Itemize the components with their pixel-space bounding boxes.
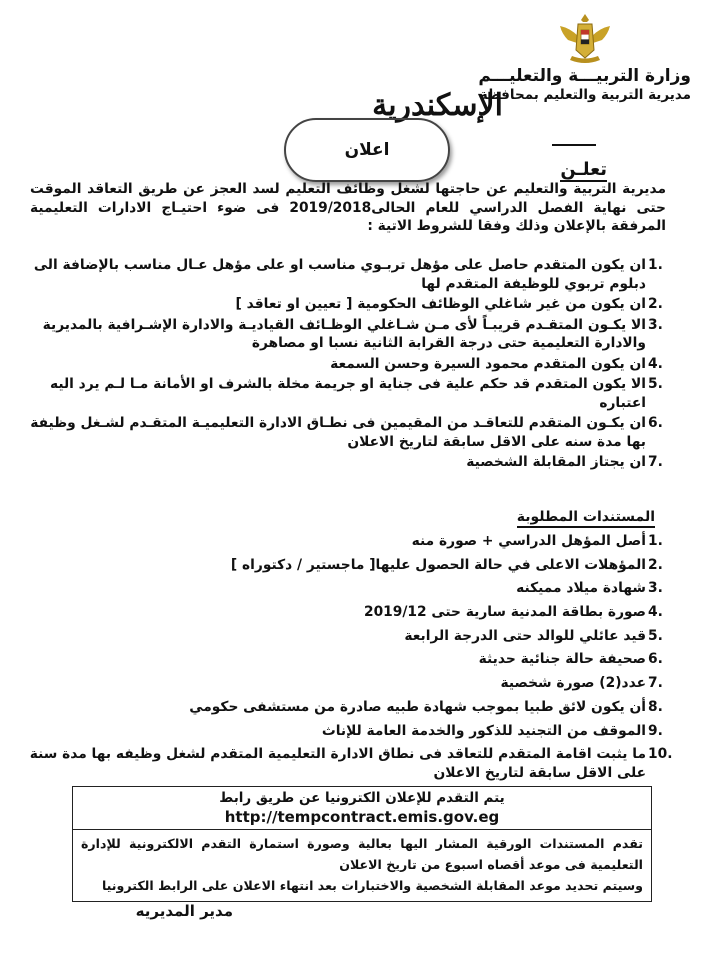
list-item bbox=[28, 722, 674, 741]
submission-note: تقدم المستندات الورقية المشار اليها بعالية وصورة استمارة التقدم الالكترونية للإدارة التعليمية فى موعد أقصاه اسبوع من تاريخ الاعلان bbox=[81, 836, 643, 872]
item-text: صورة بطاقة المدنية سارية حتى 2019/12 bbox=[363, 604, 646, 621]
item-text: ان يكون المتقدم حاصل على مؤهل تربـوي مناسب او على مؤهل عـال مناسب بالإضافة الى دبلوم تربوي للوظيفة المتقدم لها bbox=[33, 257, 646, 292]
list-item bbox=[28, 627, 674, 646]
header-divider bbox=[552, 144, 596, 146]
item-text: ان يكـون المتقدم للتعاقـد من المقيمين فى نطـاق الادارة التعليميـة المتقـدم لشـغل وظيفة بها مدة سنه على الاقل سابقة لتاريخ الاعلان bbox=[30, 415, 646, 450]
item-text: الا يكون المتقدم قد حكم علية فى جناية او جريمة مخلة بالشرف او الأمانة مـا لـم يرد اليه اعتباره bbox=[49, 376, 646, 411]
application-link-row bbox=[73, 787, 651, 830]
directorate-name: مديرية التربية والتعليم بمحافظة bbox=[479, 87, 691, 103]
announcement-label: اعلان bbox=[344, 140, 390, 160]
item-text: أصل المؤهل الدراسي + صورة منه bbox=[411, 533, 646, 549]
list-item bbox=[28, 414, 674, 451]
item-text: المؤهلات الاعلى في حالة الحصول عليها[ ماجستير / دكتوراه ] bbox=[230, 556, 646, 573]
list-item bbox=[28, 295, 674, 314]
item-text: ان يكون المتقدم محمود السيرة وحسن السمعة bbox=[330, 355, 646, 372]
egypt-eagle-emblem-icon bbox=[556, 10, 614, 68]
intro-paragraph: مديرية التربية والتعليم عن حاجتها لشغل وظائف التعليم لسد العجز عن طريق التعاقد الموقت حتى نهاية الفصل الدراسي للعام الحالى2019/2018 فى ضوء احتيـاج الادارات التعليمية المرفقة بالإعلان وذلك وفقا للشروط الاتية : bbox=[30, 181, 666, 234]
application-url-link[interactable]: http://tempcontract.emis.gov.eg bbox=[224, 808, 500, 826]
interview-note: وسيتم تحديد موعد المقابلة الشخصية والاختبارات بعد انتهاء الاعلان على الرابط الكترونيا bbox=[101, 878, 643, 893]
apply-text: يتم التقدم للإعلان الكترونيا عن طريق رابط bbox=[219, 790, 505, 806]
list-item bbox=[28, 650, 674, 669]
announcement-label-box bbox=[284, 118, 450, 182]
item-number: 1. bbox=[648, 533, 663, 549]
item-text: الموقف من التجنيد للذكور والخدمة العامة للإناث bbox=[321, 722, 646, 739]
item-number: 6. bbox=[648, 651, 663, 668]
item-text: شهادة ميلاد مميكنه bbox=[516, 580, 646, 597]
list-item bbox=[28, 316, 674, 353]
item-number: 10. bbox=[648, 746, 673, 763]
item-number: 4. bbox=[648, 604, 663, 621]
list-item bbox=[28, 532, 674, 551]
list-item bbox=[28, 674, 674, 693]
item-number: 1. bbox=[648, 257, 663, 273]
page-title: تعلـن bbox=[560, 159, 607, 180]
list-item bbox=[28, 256, 674, 293]
list-item bbox=[28, 453, 674, 472]
list-item bbox=[28, 603, 674, 622]
item-number: 3. bbox=[648, 316, 663, 333]
list-item bbox=[28, 355, 674, 374]
item-text: ما يثبت اقامة المتقدم للتعاقد فى نطاق الادارة التعليمية المتقدم لشغل وظيفه بها مدة سنة على الاقل سابقة لتاريخ الاعلان bbox=[29, 746, 646, 781]
item-number: 4. bbox=[648, 355, 663, 372]
list-item bbox=[28, 556, 674, 575]
item-number: 6. bbox=[648, 415, 663, 431]
item-number: 2. bbox=[648, 556, 663, 573]
list-item bbox=[28, 375, 674, 412]
list-item bbox=[28, 698, 674, 717]
director-signature: مدير المديريه bbox=[135, 902, 233, 920]
documents-heading: المستندات المطلوبة bbox=[517, 508, 655, 528]
conditions-list bbox=[28, 256, 674, 474]
city-name: الإسكندرية bbox=[372, 88, 503, 123]
item-text: قيد عائلي للوالد حتى الدرجة الرابعة bbox=[404, 627, 646, 644]
application-box bbox=[72, 786, 652, 902]
ministry-name: وزارة التربيـــة والتعليـــم bbox=[478, 66, 691, 86]
item-number: 7. bbox=[648, 454, 663, 470]
list-item bbox=[28, 579, 674, 598]
item-number: 5. bbox=[648, 627, 663, 644]
item-text: الا يكـون المتقـدم قريبـاً لأى مـن شـاغلي الوظـائف القياديـة والادارة الإشـرافية بالمديرية والادارة التعليمية حتى درجة القرابة الثانية نسبا او مصاهرة bbox=[42, 316, 646, 351]
item-number: 9. bbox=[648, 722, 663, 739]
item-text: أن يكون لائق طبيا بموجب شهادة طبيه صادرة من مستشفى حكومي bbox=[189, 698, 646, 715]
item-number: 7. bbox=[648, 675, 663, 692]
item-number: 8. bbox=[648, 698, 663, 715]
item-number: 3. bbox=[648, 580, 663, 597]
list-item bbox=[28, 745, 674, 782]
item-text: صحيفة حالة جنائية حديثة bbox=[478, 651, 646, 668]
item-text: ان يجتاز المقابلة الشخصية bbox=[466, 454, 646, 470]
item-text: ان يكون من غير شاغلي الوظائف الحكومية [ تعيين او تعاقد ] bbox=[235, 296, 646, 312]
documents-list bbox=[28, 532, 674, 787]
item-text: عدد(2) صورة شخصية bbox=[500, 675, 646, 692]
item-number: 5. bbox=[648, 376, 663, 392]
submission-notes bbox=[73, 831, 651, 901]
item-number: 2. bbox=[648, 296, 663, 312]
